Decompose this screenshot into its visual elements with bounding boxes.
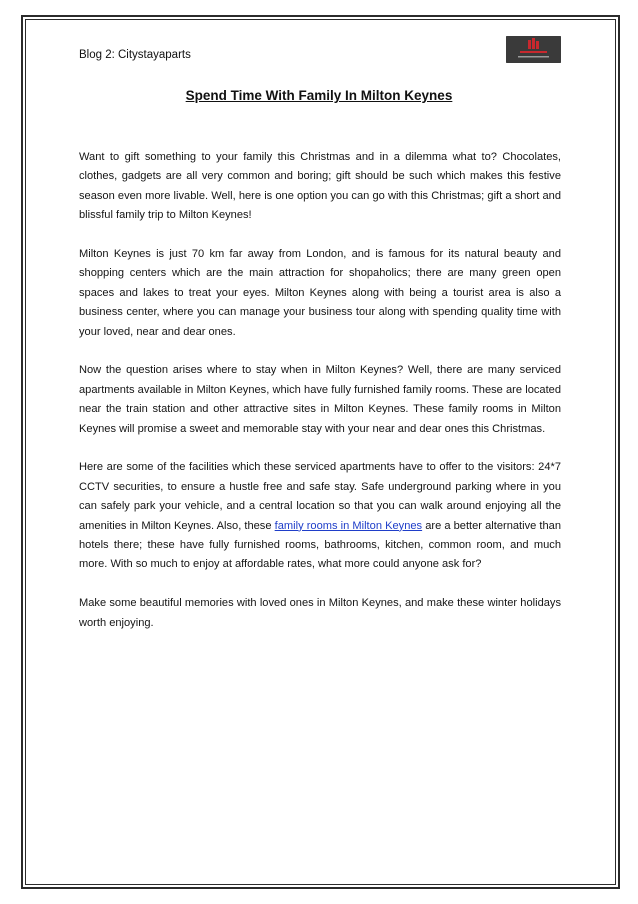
paragraph-closing: Make some beautiful memories with loved ones in Milton Keynes, and make these winter holidays worth enjoying. bbox=[79, 597, 561, 629]
facilities-text-before: Here are some of the facilities which these serviced apartments have to offer to the visitors: 24*7 CCTV securities, to ensure a hustle free and safe stay. Safe underground parking where in you can safely park your vehicle, and a central location so that you can walk around enjoying all the amenities in Milton Keynes. Also, these bbox=[79, 461, 561, 532]
paragraph-gift: Want to gift something to your family this Christmas and in a dilemma what to? Chocolates, clothes, gadgets are all very common and boring; gift should be such which makes this festive season even more livable. Well, here is one option you can go with this Christmas; gift a short and blissful family trip to Milton Keynes! bbox=[79, 151, 561, 222]
company-logo-icon bbox=[506, 36, 561, 63]
document-body bbox=[79, 148, 561, 652]
header-label: Blog 2: Citystayaparts bbox=[79, 49, 191, 61]
paragraph-facilities bbox=[79, 458, 561, 574]
paragraph-where-to-stay: Now the question arises where to stay when in Milton Keynes? Well, there are many serviced apartments available in Milton Keynes, which have fully furnished family rooms. These are located near the train station and other attractive sites in Milton Keynes. These family rooms in Milton Keynes will promise a sweet and memorable stay with your near and dear ones this Christmas. bbox=[79, 364, 561, 435]
document-title: Spend Time With Family In Milton Keynes bbox=[185, 88, 453, 103]
facilities-text-after: are a better alternative than hotels there; these have fully furnished rooms, bathrooms, kitchen, common room, and much more. With so much to enjoy at affordable rates, what more could anyone ask for? bbox=[79, 519, 561, 571]
family-rooms-link[interactable]: family rooms in Milton Keynes bbox=[274, 519, 423, 532]
paragraph-milton-keynes: Milton Keynes is just 70 km far away from London, and is famous for its natural beauty and shopping centers which are the main attraction for shopaholics; there are many green open spaces and lakes to treat your eyes. Milton Keynes along with being a tourist area is also a business center, where you can manage your business tour along with spending quality time with your loved, near and dear ones. bbox=[79, 248, 561, 338]
